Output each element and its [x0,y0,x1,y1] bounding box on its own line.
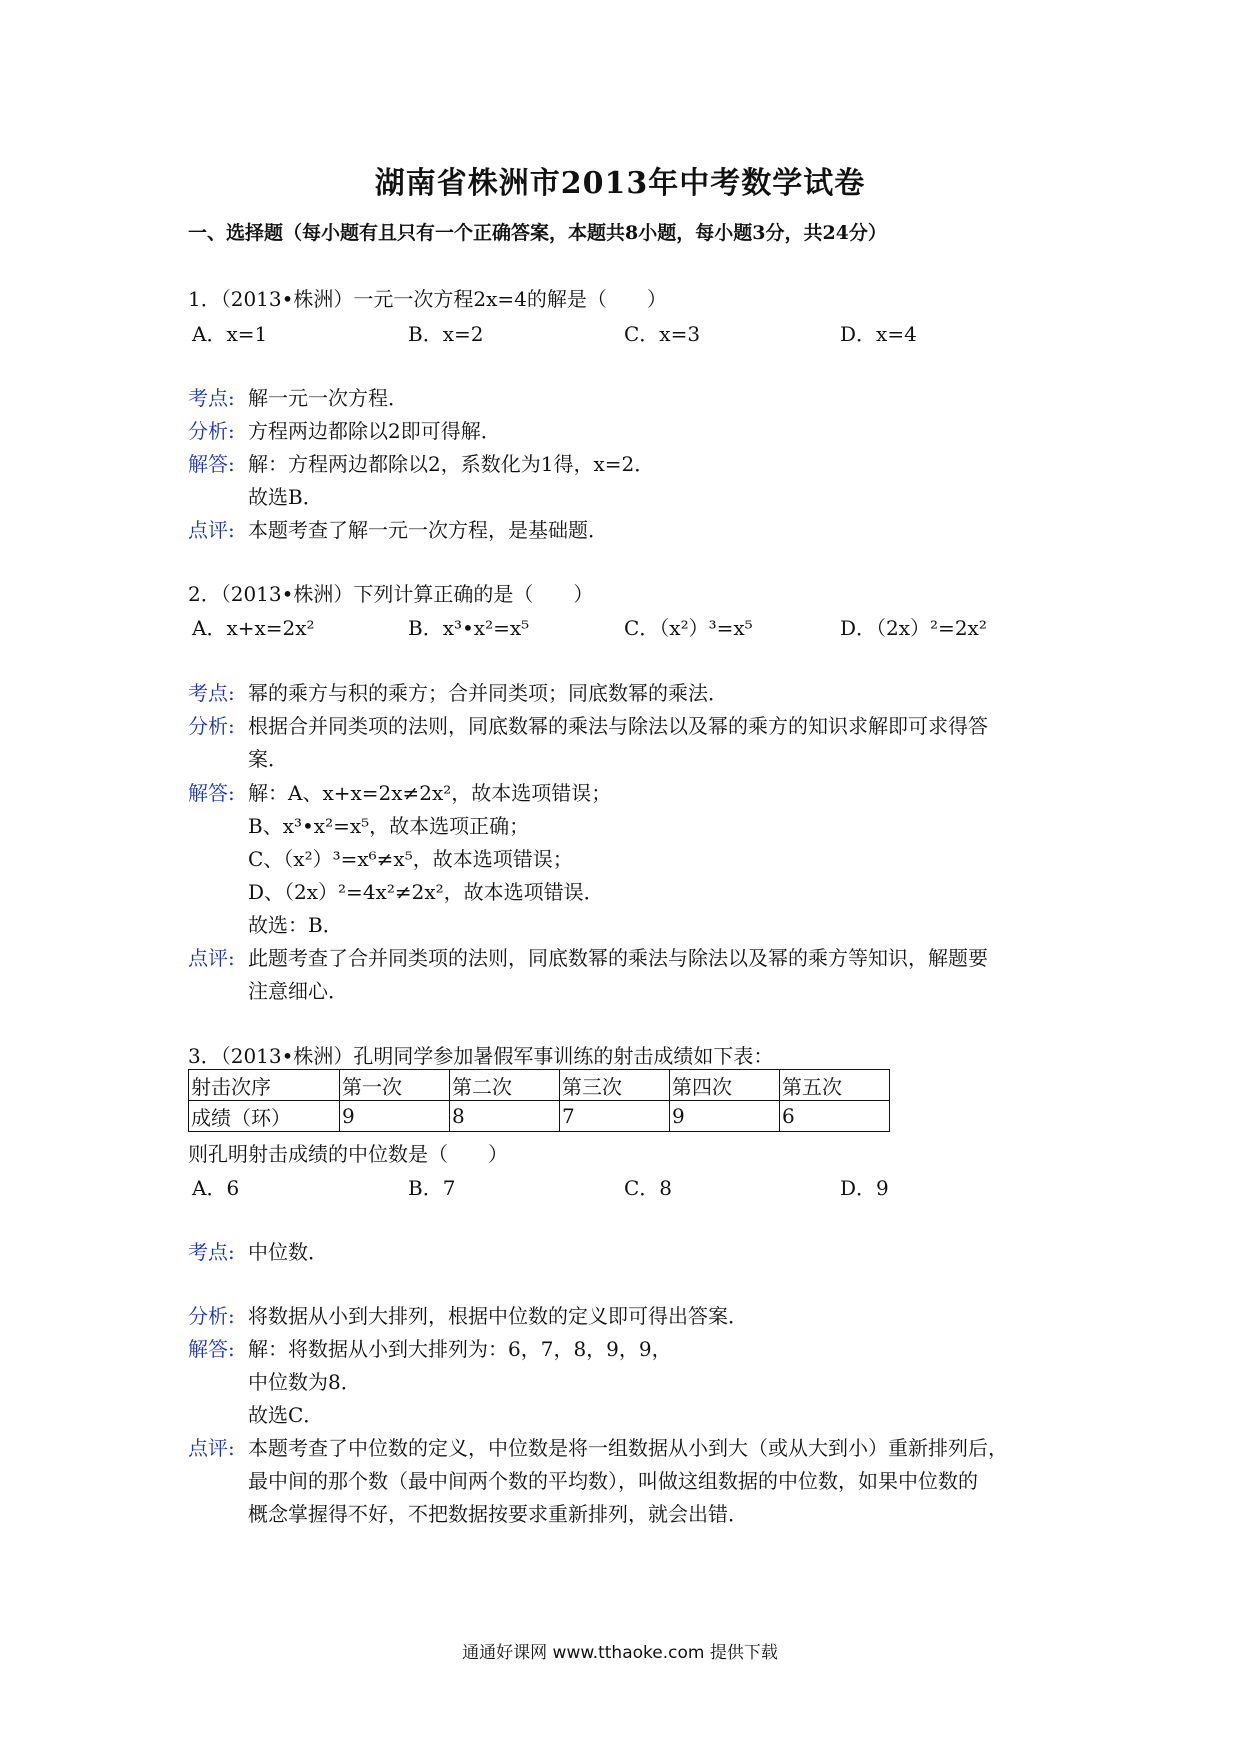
table-row [189,1101,890,1132]
page-footer: 通通好课网 www.tthaoke.com 提供下载 [462,1643,778,1663]
q3-option-d: D．9 [840,1176,889,1200]
q2-kaodian: 幂的乘方与积的乘方；合并同类项；同底数幂的乘法． [248,681,728,705]
q3-dianping-label: 点评: [188,1436,235,1460]
q1-option-b: B．x=2 [408,322,484,346]
q1-jieda-line: 解：方程两边都除以2，系数化为1得，x=2． [248,452,655,476]
q3-jieda-line: 中位数为8． [248,1370,361,1394]
q2-fenxi-line: 根据合并同类项的法则，同底数幂的乘法与除法以及幂的乘方的知识求解即可求得答 [248,714,988,738]
q3-fenxi-label: 分析: [188,1304,235,1328]
q2-kaodian-label: 考点: [188,681,235,705]
q1-kaodian: 解一元一次方程． [248,386,408,410]
table-header-cell: 第二次 [450,1070,560,1101]
q1-dianping-label: 点评: [188,518,235,542]
q1-option-a: A．x=1 [192,322,268,346]
q2-jieda-line: C、（x²）³=x⁶≠x⁵，故本选项错误； [248,847,573,871]
table-cell: 9 [670,1101,780,1132]
q3-fenxi: 将数据从小到大排列，根据中位数的定义即可得出答案． [248,1304,748,1328]
q3-jieda-line: 解：将数据从小到大排列为：6，7，8，9，9， [248,1337,672,1361]
q3-option-a: A．6 [192,1176,240,1200]
q1-fenxi-label: 分析: [188,419,235,443]
q3-jieda-line: 故选C． [248,1403,324,1427]
q2-fenxi-line: 案． [248,747,288,771]
score-table [188,1069,890,1132]
q2-dianping-label: 点评: [188,946,235,970]
table-header-cell: 第一次 [340,1070,450,1101]
q2-dianping-line: 此题考查了合并同类项的法则，同底数幂的乘法与除法以及幂的乘方等知识，解题要 [248,946,988,970]
q2-jieda-line: B、x³•x²=x⁵，故本选项正确； [248,814,530,838]
q3-option-c: C．8 [624,1176,673,1200]
q2-jieda-label: 解答: [188,781,235,805]
q2-dianping-line: 注意细心． [248,979,348,1003]
q1-kaodian-label: 考点: [188,386,235,410]
table-header-cell: 射击次序 [189,1070,340,1101]
q2-stem: 2．（2013•株洲）下列计算正确的是（ ） [188,582,594,606]
q2-fenxi-label: 分析: [188,714,235,738]
q3-dianping-line: 本题考查了中位数的定义，中位数是将一组数据从小到大（或从大到小）重新排列后， [248,1436,1008,1460]
table-cell: 6 [780,1101,890,1132]
q1-option-c: C．x=3 [624,322,701,346]
table-cell: 9 [340,1101,450,1132]
q1-stem: 1．（2013•株洲）一元一次方程2x=4的解是（ ） [188,287,667,311]
q1-fenxi: 方程两边都除以2即可得解． [248,419,501,443]
q1-option-d: D．x=4 [840,322,917,346]
table-header-cell: 第三次 [560,1070,670,1101]
table-cell: 8 [450,1101,560,1132]
q2-option-d: D．（2x）²=2x² [840,616,987,640]
q2-option-a: A．x+x=2x² [192,616,315,640]
q3-option-b: B．7 [408,1176,456,1200]
q3-dianping-line: 最中间的那个数（最中间两个数的平均数），叫做这组数据的中位数，如果中位数的 [248,1469,978,1493]
q2-jieda-line: 解：A、x+x=2x≠2x²，故本选项错误； [248,781,612,805]
table-cell: 7 [560,1101,670,1132]
q2-jieda-line: 故选：B． [248,913,343,937]
q3-jieda-label: 解答: [188,1337,235,1361]
q1-dianping: 本题考查了解一元一次方程，是基础题． [248,518,608,542]
q1-jieda-line: 故选B． [248,485,323,509]
table-header-row [189,1070,890,1101]
table-header-cell: 第四次 [670,1070,780,1101]
q3-kaodian-label: 考点: [188,1240,235,1264]
q2-option-c: C．（x²）³=x⁵ [624,616,753,640]
table-header-cell: 第五次 [780,1070,890,1101]
q3-question: 则孔明射击成绩的中位数是（ ） [188,1142,508,1166]
q2-option-b: B．x³•x²=x⁵ [408,616,530,640]
section-heading: 一、选择题（每小题有且只有一个正确答案，本题共8小题，每小题3分，共24分） [188,222,887,244]
q3-kaodian: 中位数． [248,1240,328,1264]
q3-dianping-line: 概念掌握得不好，不把数据按要求重新排列，就会出错． [248,1502,748,1526]
q3-stem: 3．（2013•株洲）孔明同学参加暑假军事训练的射击成绩如下表： [188,1044,774,1068]
table-cell: 成绩（环） [189,1101,340,1132]
page-title: 湖南省株洲市2013年中考数学试卷 [374,166,866,201]
q1-jieda-label: 解答: [188,452,235,476]
q2-jieda-line: D、（2x）²=4x²≠2x²，故本选项错误． [248,880,604,904]
